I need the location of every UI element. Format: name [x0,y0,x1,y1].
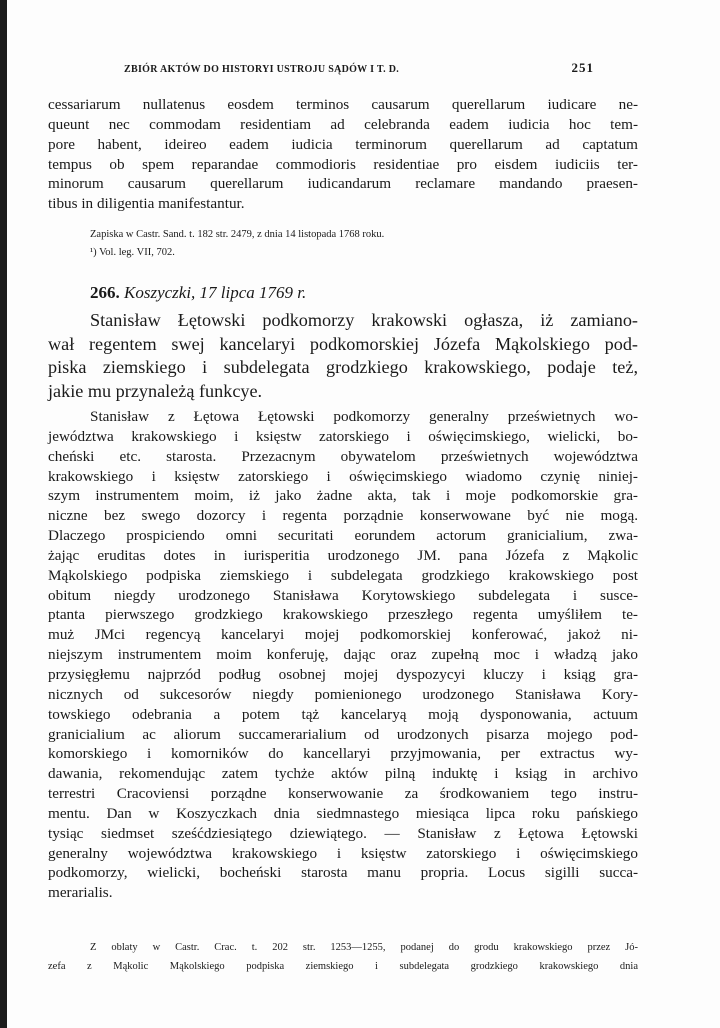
body-line: generalny województwa krakowskiego i księstw zatorskiego i oświęcimskiego [48,844,638,862]
body-line: żając eruditas dotes in iurisperitia urodzonego JM. pana Józefa z Mąkolic [48,546,638,564]
summary-line: piska ziemskiego i subdelegata grodzkiego krakowskiego, podaje też, [48,357,638,377]
scan-edge-shadow [0,0,7,1028]
source-line: Z oblaty w Castr. Crac. t. 202 str. 1253—1255, podanej do grodu krakowskiego przez Jó- [90,942,638,953]
summary-line: wał regentem swej kancelaryi podkomorskiej Józefa Mąkolskiego pod- [48,333,638,354]
body-line: towskiego odebrania a potem tąż kancelaryą moją dysponowania, actuum [48,705,638,723]
body-line: mentu. Dan w Koszyczkach dnia siedmnastego miesiąca lipca roku pańskiego [48,804,638,822]
body-line: podkomorzy, wielicki, bocheński starosta manu propria. Locus sigilli succa- [48,864,638,882]
body-line: Mąkolskiego podpiska ziemskiego i subdelegata grodzkiego krakowskiego post [48,566,638,584]
body-line: granicialium ac aliorum succamerarialium od urodzonych pisarza mojego pod- [48,725,638,743]
document-place-date: Koszyczki, 17 lipca 1769 r. [124,283,307,302]
document-body [48,407,638,903]
continuation-paragraph [48,95,638,214]
text-line: tibus in diligentia manifestantur. [48,195,245,213]
text-line: tempus ob spem reparandae commodioris residentiae pro eisdem iudiciis ter- [48,155,638,173]
running-head [124,60,594,76]
text-line: cessariarum nullatenus eosdem terminos causarum querellarum iudicare ne- [48,96,638,113]
summary-line: Stanisław Łętowski podkomorzy krakowski ogłasza, iż zamiano- [90,310,638,330]
page-number: 251 [571,60,594,75]
text-line: minorum causarum querellarum iudicandarum reclamare mandando praesen- [48,175,638,193]
summary-line: jakie mu przynależą funkcye. [48,380,263,401]
source-citation: Zapiska w Castr. Sand. t. 182 str. 2479, z dnia 14 listopada 1768 roku. [90,229,385,240]
body-line: tysiąc siedmset sześćdziesiątego dziewiątego. — Stanisław z Łętowa Łętowski [48,824,638,842]
body-line: ptanta pierwszego grodzkiego krakowskiego przeszłego regenta umyśliłem te- [48,606,638,624]
body-line: Stanisław z Łętowa Łętowski podkomorzy generalny prześwietnych wo- [90,408,638,425]
body-line: cheński etc. starosta. Przezacnym obywatelom prześwietnych województwa [48,447,638,465]
body-line: terrestri Cracoviensi porządne konserwowanie za środkowaniem tego instru- [48,785,638,803]
previous-source-note [90,226,590,262]
source-line: zefa z Mąkolic Mąkolskiego podpiska ziemskiego i subdelegata grodzkiego krakowskiego dnia [48,961,638,972]
body-line: obitum niegdy urodzonego Stanisława Korytowskiego subdelegata i susce- [48,586,638,604]
body-line: krakowskiego i księstw zatorskiego i oświęcimskiego wiadomo czynię niniej- [48,467,638,485]
document-heading [90,283,680,303]
body-line: komorskiego i komorników do kancellaryi przyjmowania, per extractus wy- [48,745,638,763]
body-line: niejszym instrumentem moim konferuję, dając oraz zupełną moc i władzą jako [48,646,638,664]
footnote: ¹) Vol. leg. VII, 702. [90,247,175,258]
body-line: jewództwa krakowskiego i księstw zatorskiego i oświęcimskiego, wielicki, bo- [48,427,638,445]
document-number: 266. [90,283,120,302]
body-line: niczne bez swego dozorcy i regenta porządnie konserwowane być nie mogą. [48,507,638,525]
text-line: queunt nec commodam residentiam ad celebranda eadem iudicia hoc tem- [48,115,638,133]
body-line: muż JMci regencyą kancelaryi mojej podkomorskiej konferować, jakoż ni- [48,626,638,644]
body-line: przysięgłemu najprzód podług osobnej mojej dyspozycyi kluczy i ksiąg gra- [48,665,638,683]
body-line: Dlaczego prospiciendo omni securitati eorundem actorum granicialium, zwa- [48,527,638,545]
body-line: szym instrumentem moim, iż jako żadne akta, tak i moje podkomorskie gra- [48,487,638,505]
body-line: merarialis. [48,884,113,902]
body-line: dawania, rekomendując zatem tychże aktów pilną induktę i ksiąg in archivo [48,765,638,783]
text-line: pore habent, ideireo eadem iudicia terminorum querellarum ad captatum [48,135,638,153]
running-head-title: ZBIÓR AKTÓW DO HISTORYI USTROJU SĄDÓW I T. D. [124,64,400,75]
body-line: nicznych od sukcesorów niegdy pomienionego urodzonego Stanisława Kory- [48,685,638,703]
document-summary [48,309,638,403]
document-source-note [48,938,638,976]
